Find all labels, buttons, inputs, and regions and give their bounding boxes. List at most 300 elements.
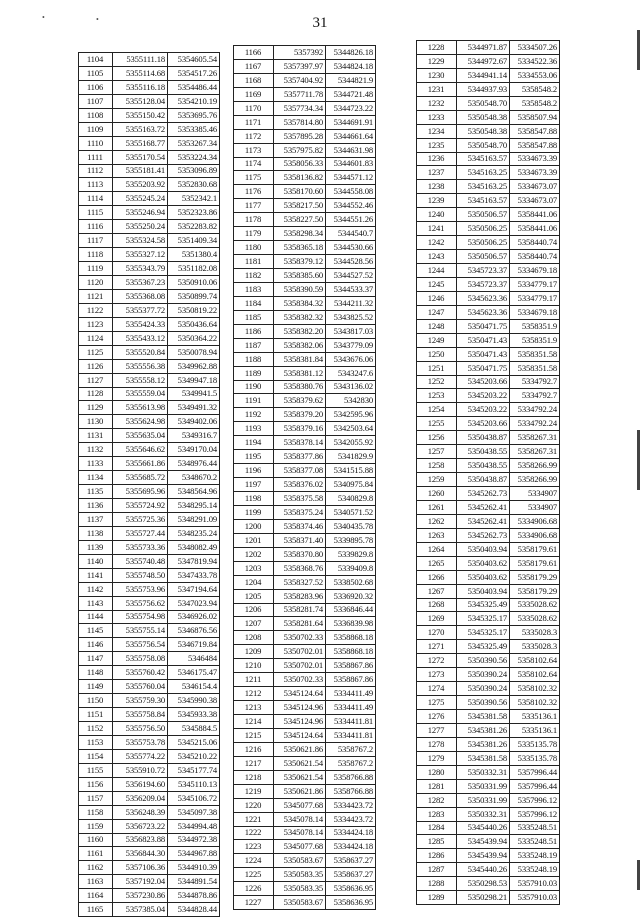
- table-row: [417, 445, 560, 459]
- table-row: [417, 305, 560, 319]
- point-number-cell: 1125: [79, 345, 113, 359]
- coord-y-cell: 5344691.91: [326, 115, 376, 129]
- point-number-cell: 1184: [234, 296, 274, 310]
- table-row: [234, 701, 376, 715]
- coord-y-cell: 5358867.86: [326, 673, 376, 687]
- table-row: [417, 264, 560, 278]
- coord-y-cell: 5358868.18: [326, 645, 376, 659]
- point-number-cell: 1175: [234, 171, 274, 185]
- coord-y-cell: 5357910.03: [510, 891, 560, 905]
- coord-x-cell: 5355327.12: [113, 248, 168, 262]
- coord-y-cell: 5341515.88: [326, 464, 376, 478]
- point-number-cell: 1214: [234, 715, 274, 729]
- coord-y-cell: 5358767.2: [326, 742, 376, 756]
- coord-y-cell: 5336839.98: [326, 617, 376, 631]
- coord-x-cell: 5355368.08: [113, 289, 168, 303]
- point-number-cell: 1266: [417, 570, 457, 584]
- coord-y-cell: 5353385.46: [168, 122, 220, 136]
- point-number-cell: 1136: [79, 499, 113, 513]
- coord-y-cell: 5340435.78: [326, 519, 376, 533]
- coord-y-cell: 5334423.72: [326, 798, 376, 812]
- table-row: [79, 777, 220, 791]
- point-number-cell: 1142: [79, 582, 113, 596]
- coord-x-cell: 5345077.68: [274, 798, 326, 812]
- point-number-cell: 1258: [417, 459, 457, 473]
- point-number-cell: 1272: [417, 654, 457, 668]
- coord-x-cell: 5350390.24: [457, 682, 510, 696]
- coord-y-cell: 5346876.56: [168, 624, 220, 638]
- point-number-cell: 1257: [417, 445, 457, 459]
- coord-x-cell: 5358365.18: [274, 241, 326, 255]
- coord-x-cell: 5358368.76: [274, 561, 326, 575]
- coord-y-cell: 5335248.51: [510, 835, 560, 849]
- point-number-cell: 1161: [79, 847, 113, 861]
- coord-y-cell: 5335028.3: [510, 626, 560, 640]
- table-row: [234, 199, 376, 213]
- table-row: [234, 101, 376, 115]
- table-row: [417, 319, 560, 333]
- coord-y-cell: 5348082.49: [168, 540, 220, 554]
- table-row: [79, 568, 220, 582]
- coord-y-cell: 5344661.64: [326, 129, 376, 143]
- coord-y-cell: 5344891.54: [168, 875, 220, 889]
- coord-x-cell: 5345163.57: [457, 152, 510, 166]
- coord-x-cell: 5345124.96: [274, 715, 326, 729]
- table-row: [417, 138, 560, 152]
- point-number-cell: 1287: [417, 863, 457, 877]
- point-number-cell: 1239: [417, 194, 457, 208]
- point-number-cell: 1218: [234, 770, 274, 784]
- coord-y-cell: 5343247.6: [326, 366, 376, 380]
- point-number-cell: 1249: [417, 333, 457, 347]
- point-number-cell: 1260: [417, 487, 457, 501]
- point-number-cell: 1269: [417, 612, 457, 626]
- coord-y-cell: 5346926.02: [168, 610, 220, 624]
- table-row: [417, 779, 560, 793]
- point-number-cell: 1275: [417, 696, 457, 710]
- point-number-cell: 1150: [79, 694, 113, 708]
- coord-x-cell: 5355613.98: [113, 401, 168, 415]
- table-row: [417, 96, 560, 110]
- point-number-cell: 1215: [234, 728, 274, 742]
- table-row: [79, 471, 220, 485]
- table-row: [417, 194, 560, 208]
- coord-x-cell: 5358385.60: [274, 269, 326, 283]
- coord-y-cell: 5343676.06: [326, 352, 376, 366]
- coord-y-cell: 5358266.99: [510, 473, 560, 487]
- table-row: [79, 66, 220, 80]
- point-number-cell: 1168: [234, 73, 274, 87]
- point-number-cell: 1192: [234, 408, 274, 422]
- coord-x-cell: 5355758.84: [113, 708, 168, 722]
- table-row: [234, 589, 376, 603]
- table-row: [417, 765, 560, 779]
- coord-y-cell: 5348291.09: [168, 512, 220, 526]
- point-number-cell: 1116: [79, 220, 113, 234]
- coord-x-cell: 5350583.67: [274, 896, 326, 910]
- point-number-cell: 1135: [79, 485, 113, 499]
- coord-x-cell: 5355753.96: [113, 582, 168, 596]
- coord-x-cell: 5345262.41: [457, 514, 510, 528]
- table-row: [234, 519, 376, 533]
- point-number-cell: 1201: [234, 533, 274, 547]
- point-number-cell: 1248: [417, 319, 457, 333]
- coord-y-cell: 5334673.39: [510, 166, 560, 180]
- table-row: [234, 533, 376, 547]
- table-row: [79, 652, 220, 666]
- coord-x-cell: 5355760.04: [113, 680, 168, 694]
- coord-x-cell: 5350621.54: [274, 770, 326, 784]
- coord-x-cell: 5344941.14: [457, 68, 510, 82]
- coord-x-cell: 5357711.78: [274, 87, 326, 101]
- table-row: [234, 631, 376, 645]
- point-number-cell: 1264: [417, 542, 457, 556]
- coord-y-cell: 5345177.74: [168, 763, 220, 777]
- point-number-cell: 1171: [234, 115, 274, 129]
- coord-x-cell: 5355756.62: [113, 596, 168, 610]
- table-row: [234, 742, 376, 756]
- table-row: [79, 220, 220, 234]
- table-row: [234, 715, 376, 729]
- table-row: [79, 763, 220, 777]
- coord-y-cell: 5342830: [326, 394, 376, 408]
- table-row: [79, 248, 220, 262]
- coord-x-cell: 5350583.35: [274, 882, 326, 896]
- coord-x-cell: 5355111.18: [113, 53, 168, 67]
- table-row: [417, 417, 560, 431]
- coord-x-cell: 5345077.68: [274, 840, 326, 854]
- coord-x-cell: 5344937.93: [457, 82, 510, 96]
- coord-y-cell: 5345884.5: [168, 722, 220, 736]
- table-row: [417, 849, 560, 863]
- table-row: [234, 324, 376, 338]
- table-row: [234, 282, 376, 296]
- point-number-cell: 1246: [417, 291, 457, 305]
- table-row: [417, 236, 560, 250]
- coord-y-cell: 5357996.12: [510, 793, 560, 807]
- table-row: [417, 723, 560, 737]
- coordinates-table-left: [78, 52, 220, 917]
- point-number-cell: 1280: [417, 765, 457, 779]
- point-number-cell: 1190: [234, 380, 274, 394]
- table-row: [234, 728, 376, 742]
- coord-y-cell: 5358547.88: [510, 124, 560, 138]
- coord-y-cell: 5357996.44: [510, 765, 560, 779]
- point-number-cell: 1224: [234, 854, 274, 868]
- table-row: [79, 540, 220, 554]
- table-row: [234, 157, 376, 171]
- point-number-cell: 1278: [417, 737, 457, 751]
- table-row: [234, 505, 376, 519]
- coord-y-cell: 5352283.82: [168, 220, 220, 234]
- coord-y-cell: 5334673.07: [510, 180, 560, 194]
- coord-y-cell: 5345106.72: [168, 791, 220, 805]
- coord-y-cell: 5358547.88: [510, 138, 560, 152]
- coord-x-cell: 5357814.80: [274, 115, 326, 129]
- table-row: [417, 751, 560, 765]
- coord-y-cell: 5352323.86: [168, 206, 220, 220]
- table-row: [79, 889, 220, 903]
- point-number-cell: 1151: [79, 708, 113, 722]
- coord-x-cell: 5357392: [274, 46, 326, 60]
- coord-x-cell: 5358374.46: [274, 519, 326, 533]
- coord-x-cell: 5345203.22: [457, 403, 510, 417]
- point-number-cell: 1265: [417, 556, 457, 570]
- coord-x-cell: 5345124.96: [274, 701, 326, 715]
- point-number-cell: 1232: [417, 96, 457, 110]
- coord-y-cell: 5358102.64: [510, 654, 560, 668]
- coord-y-cell: 5358440.74: [510, 236, 560, 250]
- coord-x-cell: 5357385.04: [113, 903, 168, 917]
- table-row: [79, 206, 220, 220]
- coord-x-cell: 5350471.43: [457, 347, 510, 361]
- table-row: [234, 617, 376, 631]
- coord-x-cell: 5358170.60: [274, 185, 326, 199]
- point-number-cell: 1189: [234, 366, 274, 380]
- coord-x-cell: 5355170.54: [113, 150, 168, 164]
- point-number-cell: 1251: [417, 361, 457, 375]
- coord-y-cell: 5334792.7: [510, 375, 560, 389]
- point-number-cell: 1120: [79, 276, 113, 290]
- coord-y-cell: 5344601.83: [326, 157, 376, 171]
- coord-y-cell: 5358179.29: [510, 570, 560, 584]
- coord-x-cell: 5357230.86: [113, 889, 168, 903]
- coord-x-cell: 5345078.14: [274, 812, 326, 826]
- coord-x-cell: 5355433.12: [113, 331, 168, 345]
- coord-x-cell: 5356844.30: [113, 847, 168, 861]
- coord-x-cell: 5345439.94: [457, 849, 510, 863]
- coord-x-cell: 5350298.21: [457, 891, 510, 905]
- table-row: [417, 807, 560, 821]
- coord-x-cell: 5350390.56: [457, 696, 510, 710]
- table-row: [234, 784, 376, 798]
- table-row: [79, 192, 220, 206]
- point-number-cell: 1137: [79, 512, 113, 526]
- table-row: [417, 891, 560, 905]
- point-number-cell: 1256: [417, 431, 457, 445]
- point-number-cell: 1247: [417, 305, 457, 319]
- table-row: [79, 582, 220, 596]
- coord-y-cell: 5358267.31: [510, 445, 560, 459]
- coord-x-cell: 5350621.86: [274, 742, 326, 756]
- point-number-cell: 1167: [234, 59, 274, 73]
- coord-x-cell: 5358381.12: [274, 366, 326, 380]
- coord-y-cell: 5349170.04: [168, 443, 220, 457]
- coord-y-cell: 5343136.02: [326, 380, 376, 394]
- coord-y-cell: 5344824.18: [326, 59, 376, 73]
- table-row: [234, 659, 376, 673]
- coord-y-cell: 5344551.26: [326, 213, 376, 227]
- table-row: [234, 561, 376, 575]
- coord-y-cell: 5340829.8: [326, 492, 376, 506]
- coord-x-cell: 5345203.22: [457, 389, 510, 403]
- coord-y-cell: 5334522.36: [510, 54, 560, 68]
- point-number-cell: 1172: [234, 129, 274, 143]
- coord-x-cell: 5355727.44: [113, 526, 168, 540]
- coord-y-cell: 5352342.1: [168, 192, 220, 206]
- coord-y-cell: 5343825.52: [326, 310, 376, 324]
- point-number-cell: 1238: [417, 180, 457, 194]
- point-number-cell: 1205: [234, 589, 274, 603]
- coord-y-cell: 5334411.49: [326, 701, 376, 715]
- table-row: [79, 680, 220, 694]
- table-row: [79, 526, 220, 540]
- coord-x-cell: 5358379.12: [274, 255, 326, 269]
- coord-x-cell: 5355150.42: [113, 108, 168, 122]
- coord-y-cell: 5344631.98: [326, 143, 376, 157]
- table-row: [234, 478, 376, 492]
- coord-y-cell: 5344826.18: [326, 46, 376, 60]
- coord-y-cell: 5348976.44: [168, 457, 220, 471]
- coord-y-cell: 5358351.9: [510, 333, 560, 347]
- point-number-cell: 1197: [234, 478, 274, 492]
- coord-y-cell: 5344552.46: [326, 199, 376, 213]
- page-number: 31: [312, 15, 328, 31]
- point-number-cell: 1106: [79, 80, 113, 94]
- point-number-cell: 1283: [417, 807, 457, 821]
- point-number-cell: 1255: [417, 417, 457, 431]
- table-row: [79, 331, 220, 345]
- coord-y-cell: 5335136.1: [510, 710, 560, 724]
- coord-x-cell: 5356194.60: [113, 777, 168, 791]
- coord-y-cell: 5353224.34: [168, 150, 220, 164]
- point-number-cell: 1110: [79, 136, 113, 150]
- table-row: [79, 94, 220, 108]
- table-row: [417, 82, 560, 96]
- point-number-cell: 1124: [79, 331, 113, 345]
- coord-y-cell: 5354486.44: [168, 80, 220, 94]
- table-row: [234, 129, 376, 143]
- coord-y-cell: 5358179.61: [510, 542, 560, 556]
- coord-x-cell: 5350438.87: [457, 431, 510, 445]
- table-row: [417, 375, 560, 389]
- table-row: [79, 122, 220, 136]
- coord-x-cell: 5350403.62: [457, 570, 510, 584]
- point-number-cell: 1261: [417, 500, 457, 514]
- coord-y-cell: 5339409.8: [326, 561, 376, 575]
- table-row: [79, 234, 220, 248]
- table-row: [417, 682, 560, 696]
- coord-y-cell: 5349941.5: [168, 387, 220, 401]
- point-number-cell: 1152: [79, 722, 113, 736]
- coord-x-cell: 5345325.49: [457, 598, 510, 612]
- point-number-cell: 1182: [234, 269, 274, 283]
- point-number-cell: 1284: [417, 821, 457, 835]
- point-number-cell: 1212: [234, 687, 274, 701]
- table-row: [417, 598, 560, 612]
- coord-y-cell: 5334779.17: [510, 277, 560, 291]
- point-number-cell: 1281: [417, 779, 457, 793]
- point-number-cell: 1286: [417, 849, 457, 863]
- coord-y-cell: 5358102.32: [510, 696, 560, 710]
- coord-y-cell: 5334673.39: [510, 152, 560, 166]
- point-number-cell: 1240: [417, 208, 457, 222]
- scan-speck: •: [96, 15, 99, 24]
- coord-x-cell: 5350471.75: [457, 361, 510, 375]
- coord-x-cell: 5355646.62: [113, 443, 168, 457]
- coord-x-cell: 5355520.84: [113, 345, 168, 359]
- point-number-cell: 1153: [79, 735, 113, 749]
- table-row: [417, 333, 560, 347]
- point-number-cell: 1127: [79, 373, 113, 387]
- point-number-cell: 1279: [417, 751, 457, 765]
- coord-x-cell: 5355245.24: [113, 192, 168, 206]
- table-row: [79, 624, 220, 638]
- coord-y-cell: 5345097.38: [168, 805, 220, 819]
- point-number-cell: 1285: [417, 835, 457, 849]
- coord-y-cell: 5334679.18: [510, 264, 560, 278]
- coord-x-cell: 5357975.82: [274, 143, 326, 157]
- coord-y-cell: 5345210.22: [168, 749, 220, 763]
- coord-x-cell: 5358379.16: [274, 422, 326, 436]
- table-row: [234, 87, 376, 101]
- point-number-cell: 1225: [234, 868, 274, 882]
- table-row: [417, 459, 560, 473]
- coord-x-cell: 5355760.42: [113, 666, 168, 680]
- point-number-cell: 1155: [79, 763, 113, 777]
- point-number-cell: 1213: [234, 701, 274, 715]
- coord-y-cell: 5344530.66: [326, 241, 376, 255]
- table-row: [417, 152, 560, 166]
- point-number-cell: 1105: [79, 66, 113, 80]
- coord-y-cell: 5354605.54: [168, 53, 220, 67]
- coord-y-cell: 5347023.94: [168, 596, 220, 610]
- coord-x-cell: 5355367.23: [113, 276, 168, 290]
- coord-y-cell: 5344972.38: [168, 833, 220, 847]
- coord-x-cell: 5345623.36: [457, 291, 510, 305]
- point-number-cell: 1253: [417, 389, 457, 403]
- table-row: [234, 115, 376, 129]
- point-number-cell: 1276: [417, 710, 457, 724]
- coord-x-cell: 5350621.54: [274, 756, 326, 770]
- coord-x-cell: 5355163.72: [113, 122, 168, 136]
- coord-x-cell: 5358217.50: [274, 199, 326, 213]
- point-number-cell: 1274: [417, 682, 457, 696]
- coord-y-cell: 5339829.8: [326, 547, 376, 561]
- coord-y-cell: 5353695.76: [168, 108, 220, 122]
- coord-y-cell: 5350910.06: [168, 276, 220, 290]
- coord-y-cell: 5351409.34: [168, 234, 220, 248]
- coord-y-cell: 5343817.03: [326, 324, 376, 338]
- table-row: [79, 861, 220, 875]
- table-row: [79, 735, 220, 749]
- coord-y-cell: 5344558.08: [326, 185, 376, 199]
- table-row: [79, 833, 220, 847]
- point-number-cell: 1187: [234, 338, 274, 352]
- coord-y-cell: 5335136.1: [510, 723, 560, 737]
- coord-x-cell: 5357404.92: [274, 73, 326, 87]
- point-number-cell: 1235: [417, 138, 457, 152]
- coord-x-cell: 5345381.58: [457, 751, 510, 765]
- coord-x-cell: 5350548.38: [457, 124, 510, 138]
- point-number-cell: 1164: [79, 889, 113, 903]
- coord-x-cell: 5355168.77: [113, 136, 168, 150]
- coord-x-cell: 5357895.28: [274, 129, 326, 143]
- coord-y-cell: 5349316.7: [168, 429, 220, 443]
- point-number-cell: 1173: [234, 143, 274, 157]
- coord-x-cell: 5358379.20: [274, 408, 326, 422]
- point-number-cell: 1229: [417, 54, 457, 68]
- point-number-cell: 1211: [234, 673, 274, 687]
- table-row: [417, 654, 560, 668]
- point-number-cell: 1259: [417, 473, 457, 487]
- table-row: [417, 737, 560, 751]
- coord-x-cell: 5358375.24: [274, 505, 326, 519]
- coordinates-table-middle: [233, 45, 376, 910]
- coord-x-cell: 5358283.96: [274, 589, 326, 603]
- coord-y-cell: 5334907: [510, 500, 560, 514]
- table-row: [417, 166, 560, 180]
